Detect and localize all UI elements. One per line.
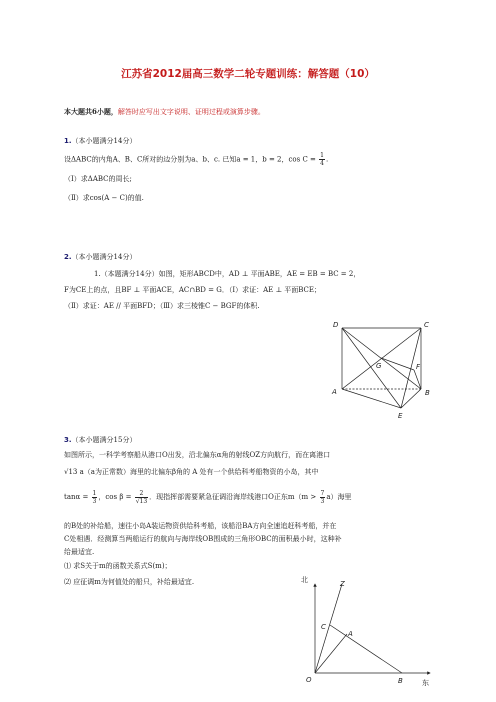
q3-line4: 的B处的补给船，速往小岛A装运物资供给科考船，该船沿BA方向全速追赶科考船，并在 bbox=[64, 522, 337, 530]
q1-frac-den: 4 bbox=[320, 160, 324, 167]
q3-line2: √13 a（a为正常数）海里的北偏东β角的 A 处有一个供给科考船物资的小岛，其中 bbox=[64, 468, 319, 476]
section-intro bbox=[64, 107, 265, 117]
label-north: 北 bbox=[301, 576, 308, 584]
q3-cos-label: ，cos β = bbox=[98, 493, 134, 501]
label-b-point: B bbox=[398, 677, 403, 685]
intro-rest: 解答时应写出文字说明、证明过程或演算步骤。 bbox=[117, 108, 265, 116]
q2-score: （本小题满分14分） bbox=[71, 253, 137, 261]
q1-frac-num: 1 bbox=[320, 152, 324, 159]
q3-line1: 如图所示，一科学考察船从港口O出发，沿北偏东α角的射线OZ方向航行，而在离港口 bbox=[64, 451, 331, 459]
document-title: 江苏省2012届高三数学二轮专题训练：解答题（10） bbox=[121, 68, 375, 80]
edge-de bbox=[342, 328, 401, 408]
label-g: G bbox=[376, 362, 382, 370]
q3-part1: ⑴ 求S关于m的函数关系式S(m)； bbox=[64, 562, 172, 570]
ray-oz bbox=[315, 584, 342, 673]
label-e: E bbox=[398, 412, 403, 420]
q3-m-num: 7 bbox=[320, 489, 325, 497]
q3-m-den: 3 bbox=[320, 497, 325, 505]
q1-part1: （Ⅰ）求ΔABC的周长; bbox=[64, 175, 132, 183]
q3-line3 bbox=[64, 488, 352, 506]
q3-line5: C处相遇．经测算当两船运行的航向与海岸线OB围成的三角形OBC的面积最小时，这种补 bbox=[64, 535, 342, 543]
label-f: F bbox=[416, 363, 421, 371]
q3-tan-den: 3 bbox=[92, 497, 97, 505]
label-z: Z bbox=[340, 580, 345, 588]
q2-number: 2. bbox=[64, 253, 72, 261]
q3-cos-den: √13 bbox=[135, 497, 148, 505]
q1-part2: （Ⅱ）求cos(A − C)的值. bbox=[64, 194, 144, 202]
q3-cos-num: 2 bbox=[135, 490, 148, 498]
q1-number: 1. bbox=[64, 137, 72, 145]
q3-part2: ⑵ 应征调m为何值处的船只，补给最适宜. bbox=[64, 578, 195, 586]
q3-line6: 给最适宜. bbox=[64, 548, 95, 556]
q3-line3-rest: ．现指挥部需要紧急征调沿海岸线港口O正东m（m > bbox=[149, 493, 319, 501]
q2-header bbox=[64, 253, 136, 262]
q1-line1: 设ΔABC的内角A、B、C所对的边分别为a、b、c. 已知a = 1，b = 2，cos C = bbox=[64, 155, 319, 164]
q1-line1-end: . bbox=[325, 155, 329, 164]
q2-line2: F为CE上的点，且BF ⊥ 平面ACE，AC∩BD = G．（Ⅰ）求证：AE ⊥ 平面BCE； bbox=[64, 286, 322, 294]
label-c: C bbox=[424, 321, 429, 329]
q3-score: （本小题满分15分） bbox=[71, 436, 137, 444]
intro-bold: 本大题共6小题， bbox=[64, 107, 118, 116]
q1-header bbox=[64, 137, 136, 146]
seg-gf bbox=[381, 358, 414, 370]
q1-score: （本小题满分14分） bbox=[71, 137, 137, 145]
q3-tan-fraction bbox=[92, 490, 98, 505]
label-a: A bbox=[332, 388, 337, 396]
q3-navigation-figure bbox=[290, 570, 440, 688]
label-b: B bbox=[425, 389, 430, 397]
segment-cb bbox=[330, 625, 402, 673]
q2-prism-figure bbox=[320, 318, 440, 422]
q3-header bbox=[64, 436, 136, 445]
label-d: D bbox=[333, 321, 339, 329]
q1-statement bbox=[64, 152, 328, 167]
label-c-point: C bbox=[321, 623, 326, 631]
q2-line3: （Ⅱ）求证：AE // 平面BFD；（Ⅲ）求三棱锥C − BGF的体积. bbox=[64, 302, 260, 310]
edge-be bbox=[401, 389, 421, 408]
label-east: 东 bbox=[422, 679, 429, 687]
label-o: O bbox=[306, 676, 312, 684]
q3-tan-num: 1 bbox=[92, 489, 97, 497]
q3-m-fraction bbox=[320, 490, 326, 505]
q2-line1: 1.（本题满分14分）如图，矩形ABCD中，AD ⊥ 平面ABE，AE = EB = BC = 2， bbox=[94, 270, 361, 278]
q1-fraction bbox=[319, 152, 325, 167]
label-a-point: A bbox=[348, 630, 353, 638]
edge-ae bbox=[342, 389, 401, 408]
q3-tan-label: tanα = bbox=[64, 493, 91, 501]
q3-number: 3. bbox=[64, 436, 72, 444]
q3-cos-fraction bbox=[135, 490, 148, 505]
segment-oa bbox=[315, 634, 347, 673]
q3-line3-end: a）海里 bbox=[326, 493, 352, 501]
